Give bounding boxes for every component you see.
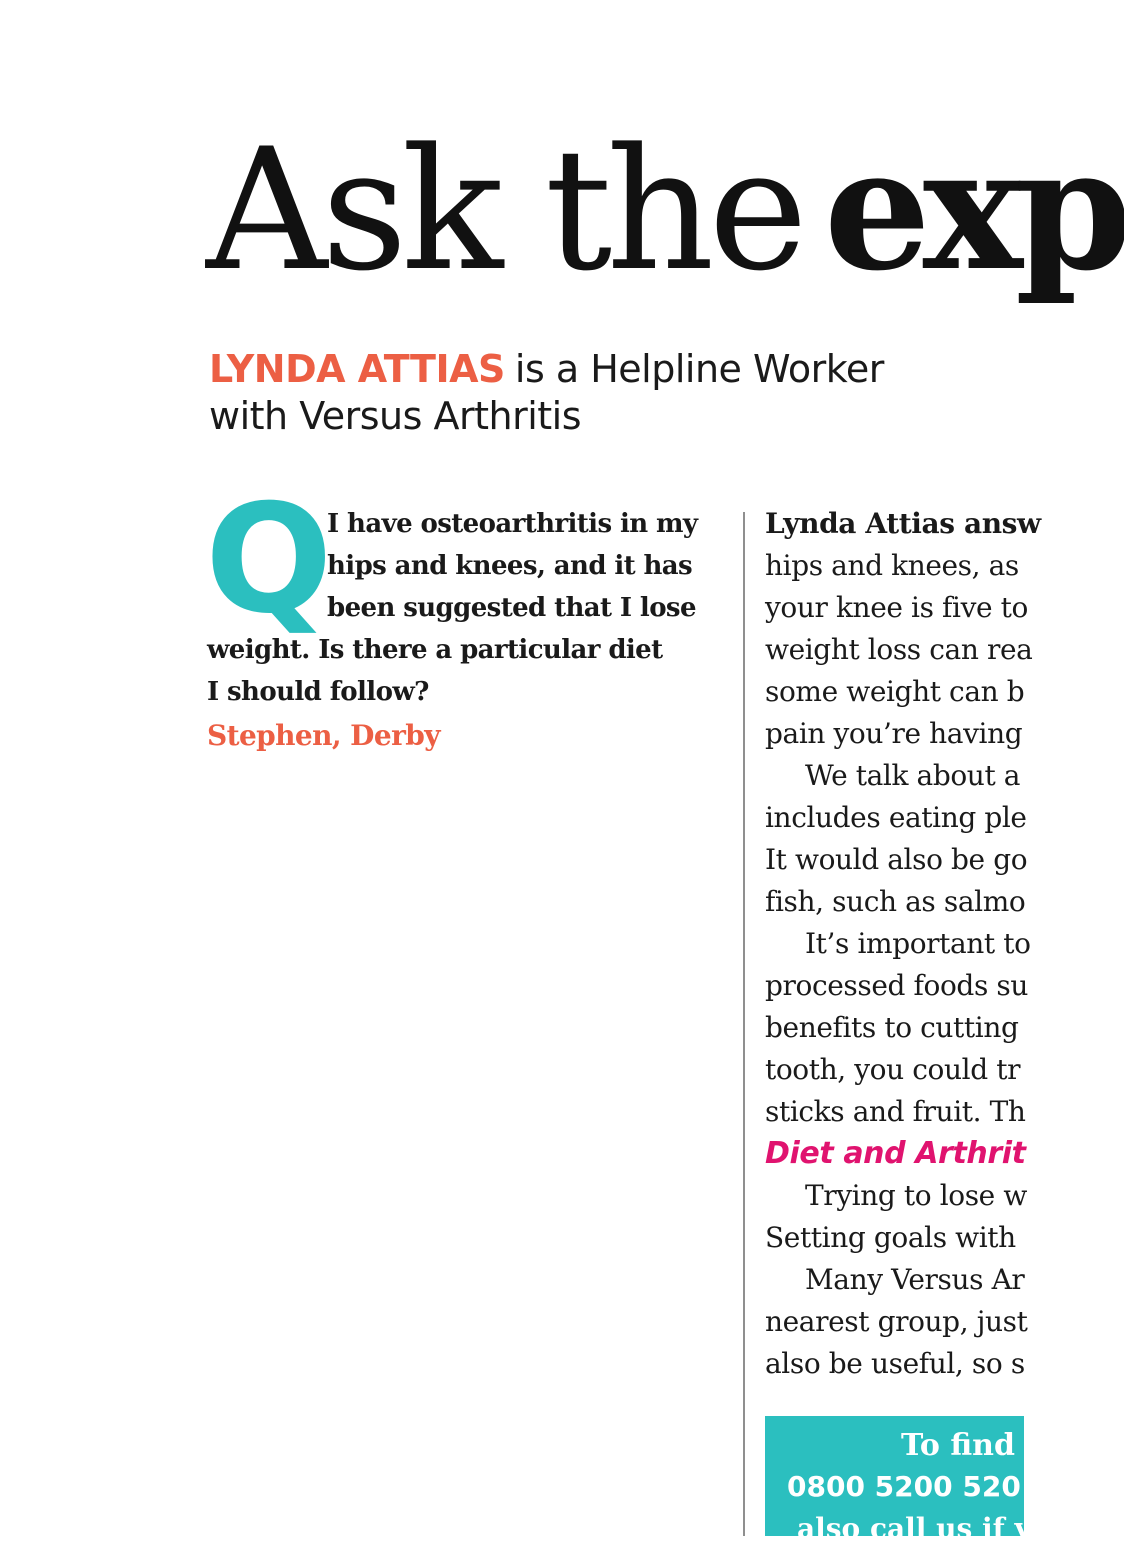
answer-line: It’s important to [805, 927, 1031, 960]
answer-line: tooth, you could tr [765, 1053, 1021, 1086]
answer-line: nearest group, just [765, 1305, 1028, 1338]
reader-question [207, 503, 717, 713]
question-line: been suggested that I lose [327, 593, 696, 623]
callout-text: also call us if y [797, 1512, 1031, 1545]
answer-line: includes eating ple [765, 801, 1027, 834]
callout-heading: To find o [901, 1428, 1046, 1463]
answer-line: some weight can b [765, 675, 1025, 708]
answer-line: processed foods su [765, 969, 1029, 1002]
expert-role: is a Helpline Worker [514, 347, 884, 391]
question-line: weight. Is there a particular diet [207, 635, 663, 665]
answer-line: fish, such as salmo [765, 885, 1026, 918]
headline-light: Ask the [206, 112, 802, 308]
question-line: hips and knees, and it has [327, 551, 693, 581]
answer-line: your knee is five to [765, 591, 1028, 624]
question-drop-letter: Q [205, 473, 329, 647]
answer-line: Many Versus Ar [805, 1263, 1025, 1296]
answer-line: pain you’re having [765, 717, 1023, 750]
answer-line: It would also be go [765, 843, 1028, 876]
helpline-callout-box [765, 1416, 1046, 1545]
helpline-phone-number[interactable]: 0800 5200 520 [787, 1470, 1021, 1503]
answer-line: Setting goals with [765, 1221, 1016, 1254]
page-headline [206, 110, 1124, 308]
question-signature: Stephen, Derby [207, 719, 440, 752]
answer-line: Lynda Attias answ [765, 507, 1041, 540]
question-line: I should follow? [207, 677, 429, 707]
answer-line: also be useful, so s [765, 1347, 1025, 1380]
expert-answer [765, 503, 1041, 1385]
headline-bold: exp [823, 110, 1124, 308]
expert-intro [209, 346, 989, 440]
answer-line: We talk about a [805, 759, 1021, 792]
expert-organisation: with Versus Arthritis [209, 394, 582, 438]
answer-line: benefits to cutting [765, 1011, 1019, 1044]
expert-name: LYNDA ATTIAS [209, 347, 505, 391]
question-line: I have osteoarthritis in my [327, 509, 698, 539]
answer-line: hips and knees, as [765, 549, 1019, 582]
column-divider [743, 512, 745, 1536]
answer-line: weight loss can rea [765, 633, 1033, 666]
answer-line: sticks and fruit. Th [765, 1095, 1026, 1128]
diet-and-arthritis-link[interactable]: Diet and Arthrit [765, 1136, 1026, 1171]
answer-line: Trying to lose w [805, 1179, 1027, 1212]
